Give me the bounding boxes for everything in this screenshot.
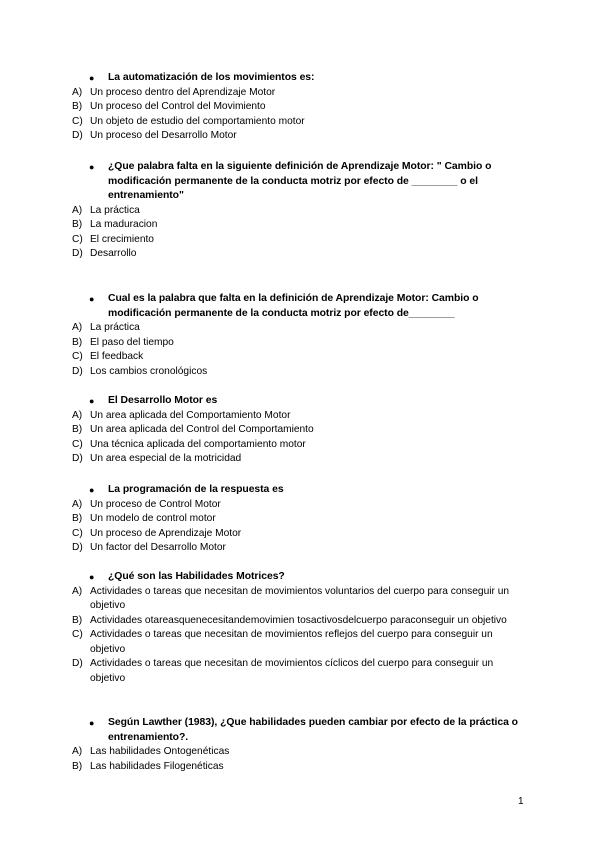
option-4c: C) Una técnica aplicada del comportamiento motor — [72, 438, 306, 450]
option-6c: C) Actividades o tareas que necesitan de movimientos reflejos del cuerpo para conseguir un objetivo — [72, 629, 493, 655]
bullet-icon: ● — [89, 294, 95, 304]
question-3 — [72, 292, 530, 379]
option-2d: D) Desarrollo — [72, 248, 137, 260]
page-number: 1 — [518, 796, 524, 807]
question-5-heading — [90, 483, 530, 498]
question-6-heading — [90, 570, 530, 585]
question-5-text: La programación de la respuesta es — [108, 484, 284, 495]
option-6d: D) Actividades o tareas que necesitan de movimientos cíclicos del cuerpo para conseguir un objetivo — [72, 658, 494, 685]
option-3b: B) El paso del tiempo — [72, 336, 174, 348]
option-7b: B) Las habilidades Filogenéticas — [72, 760, 224, 772]
bullet-icon: ● — [89, 718, 95, 728]
question-3-heading — [90, 292, 530, 321]
bullet-icon: ● — [89, 162, 95, 172]
question-3-text: Cual es la palabra que falta en la definición de Aprendizaje Motor: Cambio o modificación permanente de la conducta motriz por efecto de________ — [108, 293, 479, 319]
question-6-text: ¿Qué son las Habilidades Motrices? — [108, 571, 285, 582]
question-1-text: La automatización de los movimientos es: — [108, 72, 315, 83]
question-7 — [72, 716, 530, 774]
question-2 — [72, 160, 530, 262]
question-2-text: ¿Que palabra falta en la siguiente definición de Aprendizaje Motor: " Cambio o modificación permanente de la conducta motriz por efecto de ________ o el entrenamiento" — [108, 161, 492, 201]
question-1 — [72, 71, 530, 144]
option-2a: A) La práctica — [72, 204, 140, 216]
question-4-heading — [90, 394, 530, 409]
bullet-icon: ● — [89, 572, 95, 582]
option-1a: A) Un proceso dentro del Aprendizaje Motor — [72, 86, 276, 98]
question-1-heading — [90, 71, 530, 86]
option-6b: B) Actividades otareasquenecesitandemovimien tosactivosdelcuerpo paraconseguir un objetivo — [72, 614, 507, 626]
option-2b: B) La maduracion — [72, 219, 158, 231]
option-2c: C) El crecimiento — [72, 233, 154, 245]
option-3c: C) El feedback — [72, 351, 144, 363]
option-4a: A) Un area aplicada del Comportamiento Motor — [72, 409, 291, 421]
question-4 — [72, 394, 530, 467]
question-2-heading — [90, 160, 530, 204]
option-7a: A) Las habilidades Ontogenéticas — [72, 746, 230, 757]
option-1c: C) Un objeto de estudio del comportamiento motor — [72, 115, 305, 127]
question-7-heading — [90, 716, 530, 745]
option-5d: D) Un factor del Desarrollo Motor — [72, 542, 226, 554]
question-4-text: El Desarrollo Motor es — [108, 395, 218, 406]
option-3a: A) La práctica — [72, 322, 140, 333]
option-1d: D) Un proceso del Desarrollo Motor — [72, 130, 237, 142]
option-4d: D) Un area especial de la motricidad — [72, 453, 242, 465]
bullet-icon: ● — [89, 485, 95, 495]
bullet-icon: ● — [89, 73, 95, 83]
option-4b: B) Un area aplicada del Control del Comportamiento — [72, 424, 314, 436]
question-6 — [72, 570, 530, 687]
option-5a: A) Un proceso de Control Motor — [72, 498, 221, 510]
option-6a: A) Actividades o tareas que necesitan de movimientos voluntarios del cuerpo para conseguir un objetivo — [72, 585, 510, 612]
option-1b: B) Un proceso del Control del Movimiento — [72, 101, 266, 113]
option-3d: D) Los cambios cronológicos — [72, 365, 208, 377]
option-5b: B) Un modelo de control motor — [72, 513, 216, 525]
bullet-icon: ● — [89, 396, 95, 406]
option-5c: C) Un proceso de Aprendizaje Motor — [72, 527, 242, 539]
question-7-text: Según Lawther (1983), ¿Que habilidades pueden cambiar por efecto de la práctica o entrenamiento?. — [108, 717, 518, 743]
question-5 — [72, 483, 530, 556]
